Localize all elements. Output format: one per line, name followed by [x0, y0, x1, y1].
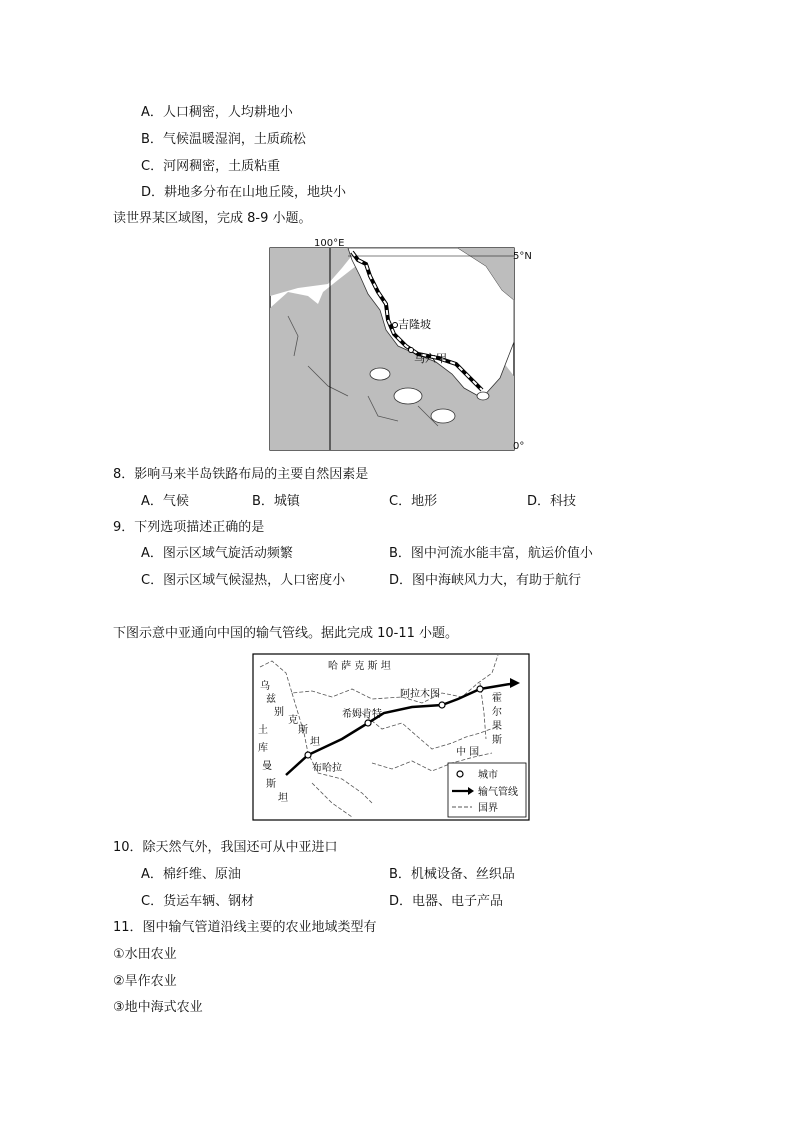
- intro-q10-11: 下图示意中亚通向中国的输气管线。据此完成 10-11 小题。: [113, 626, 459, 641]
- q7-option-a: A．人口稠密，人均耕地小: [141, 105, 293, 120]
- q8-option-b: B．城镇: [252, 494, 300, 509]
- q10-option-a: A．棉纤维、原油: [141, 867, 241, 882]
- malacca-label: 马六甲: [414, 352, 447, 365]
- horgos-label-2: 尔: [492, 707, 502, 718]
- q7-option-d: D．耕地多分布在山地丘陵，地块小: [141, 185, 347, 200]
- q11-stem: 11．图中输气管道沿线主要的农业地域类型有: [113, 920, 377, 935]
- tm-label-4: 斯: [266, 779, 276, 790]
- tm-label-3: 曼: [262, 761, 272, 772]
- horgos-label-3: 果: [492, 721, 502, 732]
- q9-option-b: B．图中河流水能丰富，航运价值小: [389, 546, 593, 561]
- kuala-lumpur-dot: [393, 323, 398, 328]
- china-label: 中 国: [456, 747, 480, 758]
- almaty-dot: [439, 702, 445, 708]
- q9-option-d: D．图中海峡风力大，有助于航行: [389, 573, 582, 588]
- q10-option-b: B．机械设备、丝织品: [389, 867, 515, 882]
- q11-option-3: ③地中海式农业: [113, 1000, 203, 1015]
- uz-label-1: 乌: [260, 681, 270, 692]
- island: [477, 392, 489, 400]
- malay-peninsula-map: [268, 246, 530, 452]
- tm-label-2: 库: [258, 743, 268, 754]
- uz-label-4: 克: [288, 715, 298, 726]
- legend-city-symbol: [457, 771, 463, 777]
- horgos-label-4: 斯: [492, 735, 502, 746]
- map1-lat-bottom: 0°: [513, 441, 525, 452]
- q7-option-b: B．气候温暖湿润，土质疏松: [141, 132, 306, 147]
- q11-option-2: ②旱作农业: [113, 974, 177, 989]
- q8-option-a: A．气候: [141, 494, 189, 509]
- q10-option-c: C．货运车辆、钢材: [141, 894, 255, 909]
- shymkent-dot: [365, 720, 371, 726]
- q8-option-d: D．科技: [527, 494, 577, 509]
- horgos-label-1: 霍: [492, 693, 502, 704]
- island: [370, 368, 390, 380]
- bukhara-dot: [305, 752, 311, 758]
- q9-option-c: C．图示区域气候湿热，人口密度小: [141, 573, 346, 588]
- shymkent-label: 希姆肯特: [342, 709, 382, 720]
- island: [431, 409, 455, 423]
- tm-label-1: 土: [258, 725, 268, 736]
- kazakhstan-label: 哈 萨 克 斯 坦: [328, 661, 391, 672]
- uz-label-5: 斯: [298, 725, 308, 736]
- central-asia-pipeline-map: [252, 653, 530, 821]
- uz-label-2: 兹: [266, 694, 276, 705]
- q10-option-d: D．电器、电子产品: [389, 894, 504, 909]
- intro-q8-9: 读世界某区域图，完成 8-9 小题。: [113, 211, 312, 226]
- map1-lon-label: 100°E: [314, 238, 345, 249]
- tm-label-5: 坦: [278, 793, 288, 804]
- kuala-lumpur-label: 吉隆坡: [398, 318, 431, 331]
- q11-option-1: ①水田农业: [113, 947, 177, 962]
- uz-label-3: 别: [274, 707, 284, 718]
- island: [394, 388, 422, 404]
- uz-label-6: 坦: [310, 737, 320, 748]
- q7-option-c: C．河网稠密，土质粘重: [141, 159, 281, 174]
- q10-stem: 10．除天然气外，我国还可从中亚进口: [113, 840, 338, 855]
- legend-city-label: 城市: [478, 770, 498, 781]
- almaty-label: 阿拉木图: [400, 689, 440, 700]
- q9-stem: 9．下列选项描述正确的是: [113, 520, 265, 535]
- bukhara-label: 布哈拉: [312, 763, 342, 774]
- map1-lat-top: 5°N: [513, 251, 532, 262]
- q8-stem: 8．影响马来半岛铁路布局的主要自然因素是: [113, 467, 369, 482]
- q9-option-a: A．图示区域气旋活动频繁: [141, 546, 293, 561]
- legend-border-label: 国界: [478, 803, 498, 814]
- horgos-dot: [477, 686, 483, 692]
- malacca-dot: [409, 348, 414, 353]
- q8-option-c: C．地形: [389, 494, 438, 509]
- legend-pipe-label: 输气管线: [478, 787, 518, 798]
